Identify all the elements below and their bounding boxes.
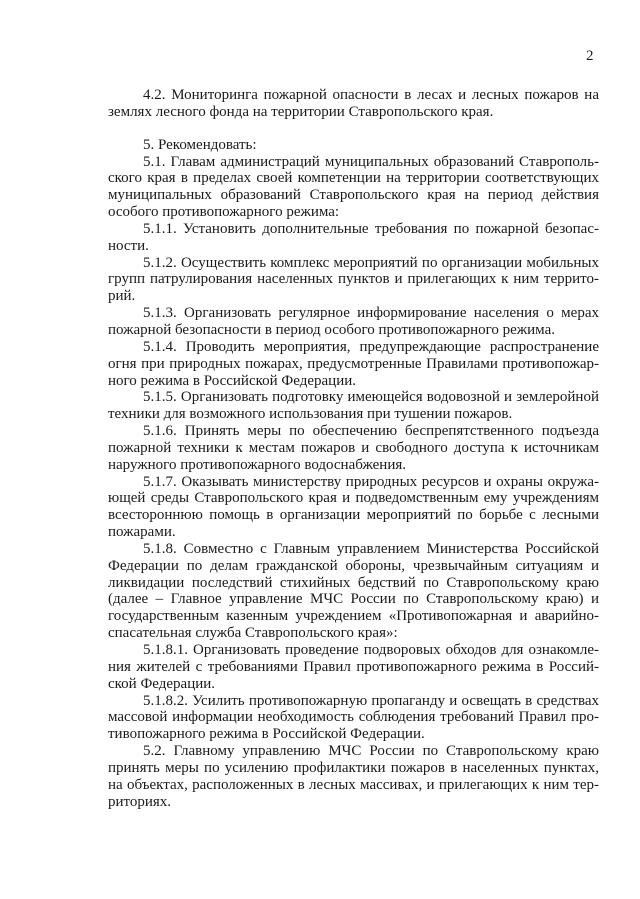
paragraph-5-1-8: 5.1.8. Совместно с Главным управлением Министерства Российской Федерации по делам гражданской обороны, чрезвычайным ситуациям и ликвидации последствий стихийных бедствий по Ставропольскому краю (далее – Главное управление МЧС России по Ставропольскому краю) и государственным казенным учреждением «Противопожарная и аварийно-спасательная служба Ставропольского края»: [108,540,599,642]
paragraph-5-1-8-1: 5.1.8.1. Организовать проведение подворовых обходов для ознакомления жителей с требованиями Правил противопожарного режима в Российской Федерации. [108,642,599,692]
paragraph-5-1-4: 5.1.4. Проводить мероприятия, предупреждающие распространение огня при природных пожарах, предусмотренные Правилами противопожарного режима в Российской Федерации. [108,338,599,389]
paragraph-5-1-7: 5.1.7. Оказывать министерству природных ресурсов и охраны окружающей среды Ставропольского края и подведомственным ему учреждениям всестороннюю помощь в организации мероприятий по борьбе с лесными пожарами. [108,473,599,541]
paragraph-5-1-2: 5.1.2. Осуществить комплекс мероприятий по организации мобильных групп патрулирования населенных пунктов и прилегающих к ним территорий. [108,254,599,305]
document-body [108,87,599,810]
paragraph-5-1-6: 5.1.6. Принять меры по обеспечению беспрепятственного подъезда пожарной техники к местам пожаров и свободного доступа к источникам наружного противопожарного водоснабжения. [108,423,599,473]
paragraph-5-1-5: 5.1.5. Организовать подготовку имеющейся водовозной и землеройной техники для возможного использования при тушении пожаров. [108,389,599,423]
page-number: 2 [586,48,594,64]
paragraph-4-2: 4.2. Мониторинга пожарной опасности в лесах и лесных пожаров на землях лесного фонда на территории Ставропольского края. [108,87,599,120]
paragraph-5: 5. Рекомендовать: [143,136,257,153]
paragraph-5-1: 5.1. Главам администраций муниципальных образований Ставропольского края в пределах своей компетенции на территории соответствующих муниципальных образований Ставропольского края на период действия особого противопожарного режима: [108,153,599,221]
paragraph-5-1-3: 5.1.3. Организовать регулярное информирование населения о мерах пожарной безопасности в период особого противопожарного режима. [108,305,599,338]
paragraph-5-1-8-2: 5.1.8.2. Усилить противопожарную пропаганду и освещать в средствах массовой информации необходимость соблюдения требований Правил противопожарного режима в Российской Федерации. [108,692,599,743]
paragraph-5-2: 5.2. Главному управлению МЧС России по Ставропольскому краю принять меры по усилению профилактики пожаров в населенных пунктах, на объектах, расположенных в лесных массивах, и прилегающих к ним территориях. [108,743,599,810]
paragraph-5-1-1: 5.1.1. Установить дополнительные требования по пожарной безопасности. [108,220,599,254]
